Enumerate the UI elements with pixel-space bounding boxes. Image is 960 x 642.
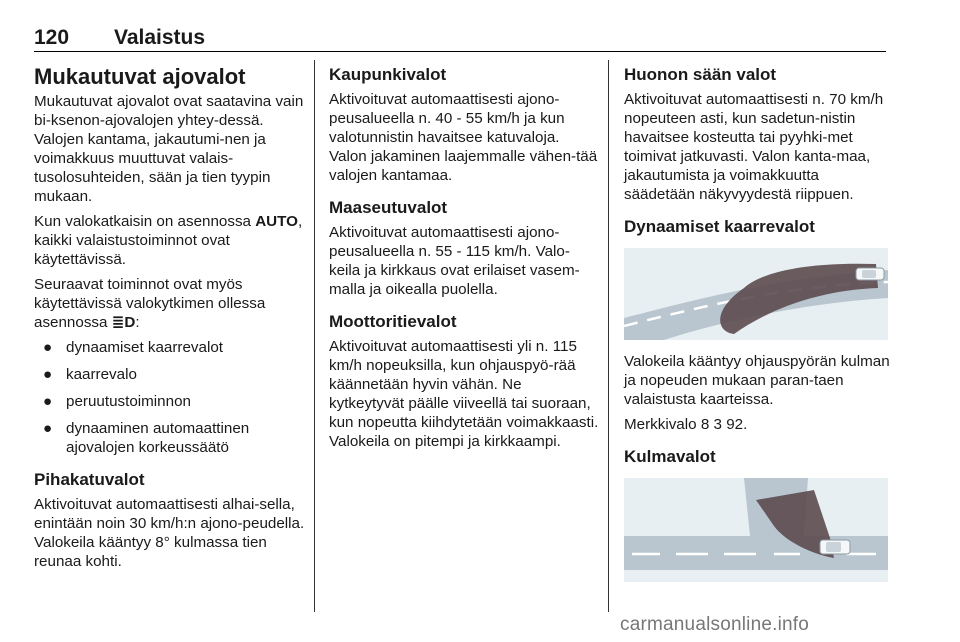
section-heading-motorway-lights: Moottoritievalot bbox=[329, 312, 457, 331]
bullet-icon: ● bbox=[43, 339, 53, 356]
curve-light-illustration bbox=[624, 248, 888, 340]
auto-label: AUTO bbox=[255, 213, 298, 230]
text: Seuraavat toiminnot ovat myös käytettävissä valokytkimen ollessa asennossa bbox=[34, 276, 266, 331]
paragraph: Aktivoituvat automaattisesti ajono-peusalueella n. 55 - 115 km/h. Valo-keila ja kirkkaus ovat erilaiset vasem-malla ja oikealla puolella. bbox=[329, 224, 580, 298]
paragraph: Aktivoituvat automaattisesti n. 70 km/h nopeuteen asti, kun sadetun-nistin havaitsee kosteutta tai pyyhki-met toimivat jatkuvasti. Valon kanta-maa, jakautumista ja voimakkuutta säädetään näkyvyydestä riippuen. bbox=[624, 91, 884, 203]
text: Kun valokatkaisin on asennossa bbox=[34, 213, 256, 230]
list-item-text: dynaamiset kaarrevalot bbox=[66, 339, 224, 356]
text: , kaikki valaistustoiminnot ovat käytettävissä. bbox=[34, 213, 303, 268]
header-divider bbox=[34, 51, 886, 52]
column-3 bbox=[624, 64, 892, 582]
page-number: 120 bbox=[34, 26, 70, 49]
page-header bbox=[34, 26, 886, 52]
section-heading-adaptive-lights: Mukautuvat ajovalot bbox=[34, 64, 246, 89]
column-divider-1 bbox=[314, 60, 315, 612]
paragraph: Aktivoituvat automaattisesti ajono-peusalueella n. 40 - 55 km/h ja kun valotunnistin havaitsee katuvaloja. Valon jakaminen laajemmalle vähen-tää valojen kantamaa. bbox=[329, 91, 598, 184]
list-item-text: dynaaminen automaattinen ajovalojen korkeussäätö bbox=[66, 420, 250, 456]
page-title: Valaistus bbox=[114, 26, 206, 49]
cornering-light-illustration bbox=[624, 478, 888, 582]
page-ref-arrow: 3 bbox=[713, 416, 722, 433]
section-heading-country-lights: Maaseutuvalot bbox=[329, 198, 448, 217]
paragraph bbox=[34, 212, 306, 269]
section-heading-dynamic-curve-light: Dynaamiset kaarrevalot bbox=[624, 217, 815, 236]
paragraph: Mukautuvat ajovalot ovat saatavina vain bi-ksenon-ajovalojen yhtey-dessä. Valojen kantama, jakautumi-nen ja voimakkuus muuttuvat valais-tusolosuhteiden, sään ja tien tyypin mukaan. bbox=[34, 93, 304, 205]
list-item bbox=[34, 419, 306, 457]
text: : bbox=[135, 314, 140, 331]
bullet-icon: ● bbox=[43, 366, 53, 383]
feature-list bbox=[34, 338, 306, 457]
paragraph bbox=[34, 275, 306, 332]
list-item-text: kaarrevalo bbox=[66, 366, 137, 383]
list-item bbox=[34, 392, 306, 411]
paragraph: Aktivoituvat automaattisesti yli n. 115 km/h nopeuksilla, kun ohjauspyö-rää käännetään hyvin vähän. Ne kytkeytyvät päälle viiveellä tai suoraan, kun nopeutta kiihdytetään voimakkaasti. Valokeila on pitempi ja kirkkaampi. bbox=[329, 338, 599, 450]
car-icon bbox=[820, 540, 850, 554]
watermark: carmanualsonline.info bbox=[620, 614, 810, 635]
text: Merkkivalo bbox=[624, 416, 697, 433]
section-heading-bad-weather-lights: Huonon sään valot bbox=[624, 65, 777, 84]
section-heading-cornering-lights: Kulmavalot bbox=[624, 447, 716, 466]
page-reference: 92. bbox=[726, 416, 748, 433]
paragraph: Valokeila kääntyy ohjauspyörän kulman ja nopeuden mukaan paran-taen valaistusta kaarteissa. bbox=[624, 353, 890, 408]
list-item-text: peruutustoiminnon bbox=[66, 393, 191, 410]
bullet-icon: ● bbox=[43, 393, 53, 410]
car-icon bbox=[856, 268, 884, 280]
column-divider-2 bbox=[608, 60, 609, 612]
section-heading-town-lights: Kaupunkivalot bbox=[329, 65, 447, 84]
column-2 bbox=[329, 64, 599, 457]
column-1 bbox=[34, 64, 306, 577]
bullet-icon: ● bbox=[43, 420, 53, 437]
list-item bbox=[34, 338, 306, 357]
indicator-symbol: 8 bbox=[700, 416, 710, 433]
section-heading-courtyard-lights: Pihakatuvalot bbox=[34, 470, 145, 489]
paragraph: Aktivoituvat automaattisesti alhai-sella, enintään noin 30 km/h:n ajono-peudella. Valokeila kääntyy 8° kulmassa tien reunaa kohti. bbox=[34, 496, 305, 570]
list-item bbox=[34, 365, 306, 384]
paragraph bbox=[624, 415, 892, 434]
light-switch-symbol: ≣D bbox=[111, 314, 136, 331]
